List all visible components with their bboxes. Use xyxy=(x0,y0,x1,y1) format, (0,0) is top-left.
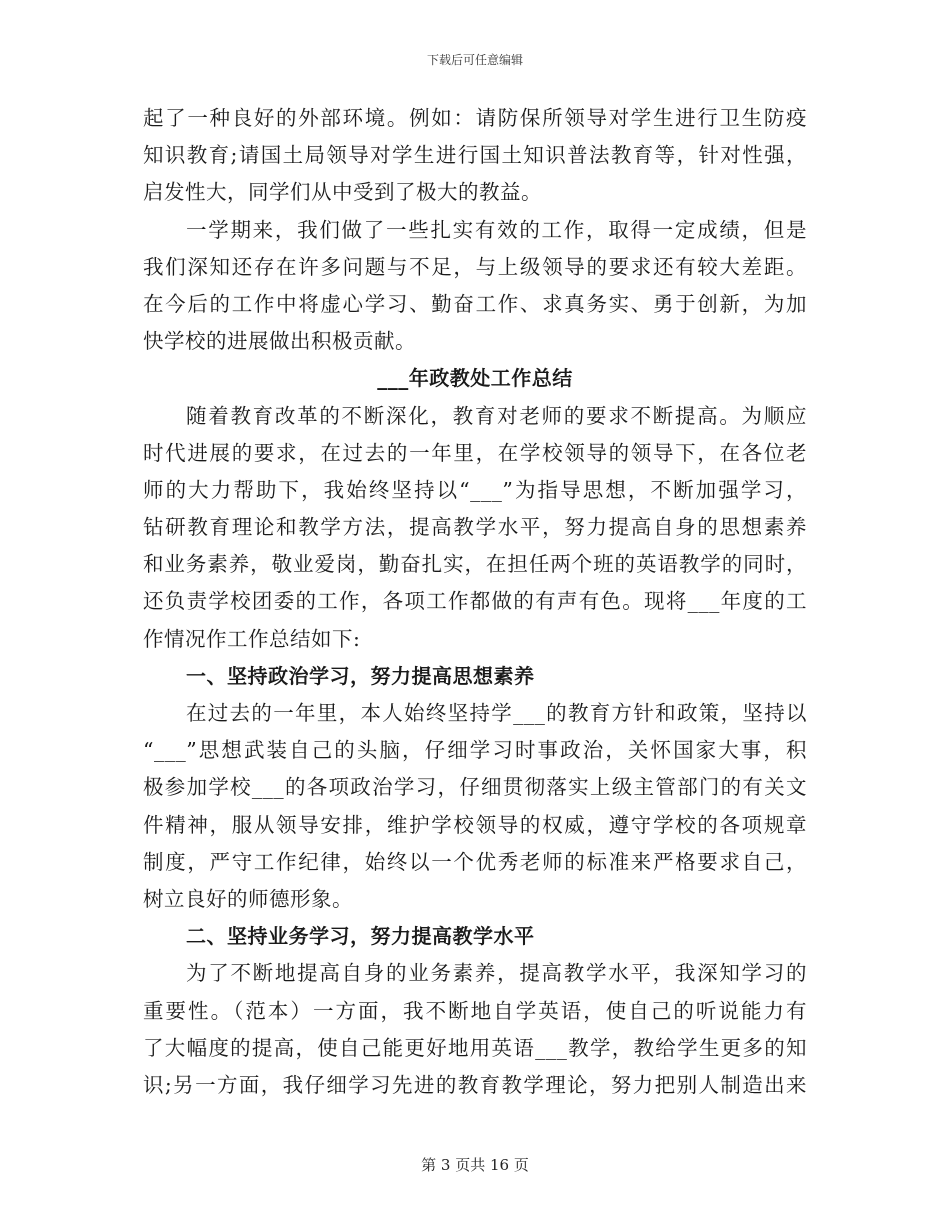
body-line: 件精神，服从领导安排，维护学校领导的权威，遵守学校的各项规章 xyxy=(143,812,807,837)
body-line: “___”思想武装自己的头脑，仔细学习时事政治，关怀国家大事，积 xyxy=(143,738,807,763)
body-line: 一学期来，我们做了一些扎实有效的工作，取得一定成绩，但是 xyxy=(186,217,807,242)
body-line: 树立良好的师德形象。 xyxy=(143,886,353,911)
subsection-heading: 二、坚持业务学习，努力提高教学水平 xyxy=(186,924,535,949)
body-line: 师的大力帮助下，我始终坚持以“___”为指导思想，不断加强学习， xyxy=(143,477,807,502)
body-line: 在今后的工作中将虚心学习、勤奋工作、求真务实、勇于创新，为加 xyxy=(143,291,807,316)
document-body xyxy=(143,100,807,1104)
body-line: 起了一种良好的外部环境。例如：请防保所领导对学生进行卫生防疫 xyxy=(143,106,807,130)
page-header: 下载后可任意编辑 xyxy=(426,53,523,67)
body-line: 作情况作工作总结如下: xyxy=(143,626,361,651)
body-line: 为了不断地提高自身的业务素养，提高教学水平，我深知学习的 xyxy=(186,961,807,986)
body-line: 我们深知还存在许多问题与不足，与上级领导的要求还有较大差距。 xyxy=(143,254,807,279)
body-line: 快学校的进展做出积极贡献。 xyxy=(143,329,416,354)
body-line: 重要性。（范本）一方面，我不断地自学英语，使自己的听说能力有 xyxy=(143,998,807,1023)
body-line: 还负责学校团委的工作，各项工作都做的有声有色。现将___年度的工 xyxy=(143,589,807,614)
body-line: 随着教育改革的不断深化，教育对老师的要求不断提高。为顺应 xyxy=(186,403,807,428)
body-line: 制度，严守工作纪律，始终以一个优秀老师的标准来严格要求自己， xyxy=(143,849,807,874)
subsection-heading: 一、坚持政治学习，努力提高思想素养 xyxy=(186,663,535,688)
body-line: 了大幅度的提高，使自己能更好地用英语___教学，教给学生更多的知 xyxy=(143,1035,807,1060)
body-line: 时代进展的要求，在过去的一年里，在学校领导的领导下，在各位老 xyxy=(143,440,807,465)
body-line: 启发性大，同学们从中受到了极大的教益。 xyxy=(143,180,542,205)
body-line: 知识教育;请国土局领导对学生进行国土知识普法教育等，针对性强， xyxy=(143,143,807,168)
page-number: 第 3 页共 16 页 xyxy=(421,1156,529,1174)
body-line: 识;另一方面，我仔细学习先进的教育教学理论，努力把别人制造出来 xyxy=(143,1072,807,1097)
body-line: 在过去的一年里，本人始终坚持学___的教育方针和政策，坚持以 xyxy=(186,701,807,725)
body-line: 和业务素养，敬业爱岗，勤奋扎实，在担任两个班的英语教学的同时， xyxy=(143,552,807,577)
section-title: ___年政教处工作总结 xyxy=(377,366,573,391)
body-line: 钻研教育理论和教学方法，提高教学水平，努力提高自身的思想素养 xyxy=(143,515,807,540)
body-line: 极参加学校___的各项政治学习，仔细贯彻落实上级主管部门的有关文 xyxy=(143,775,807,800)
